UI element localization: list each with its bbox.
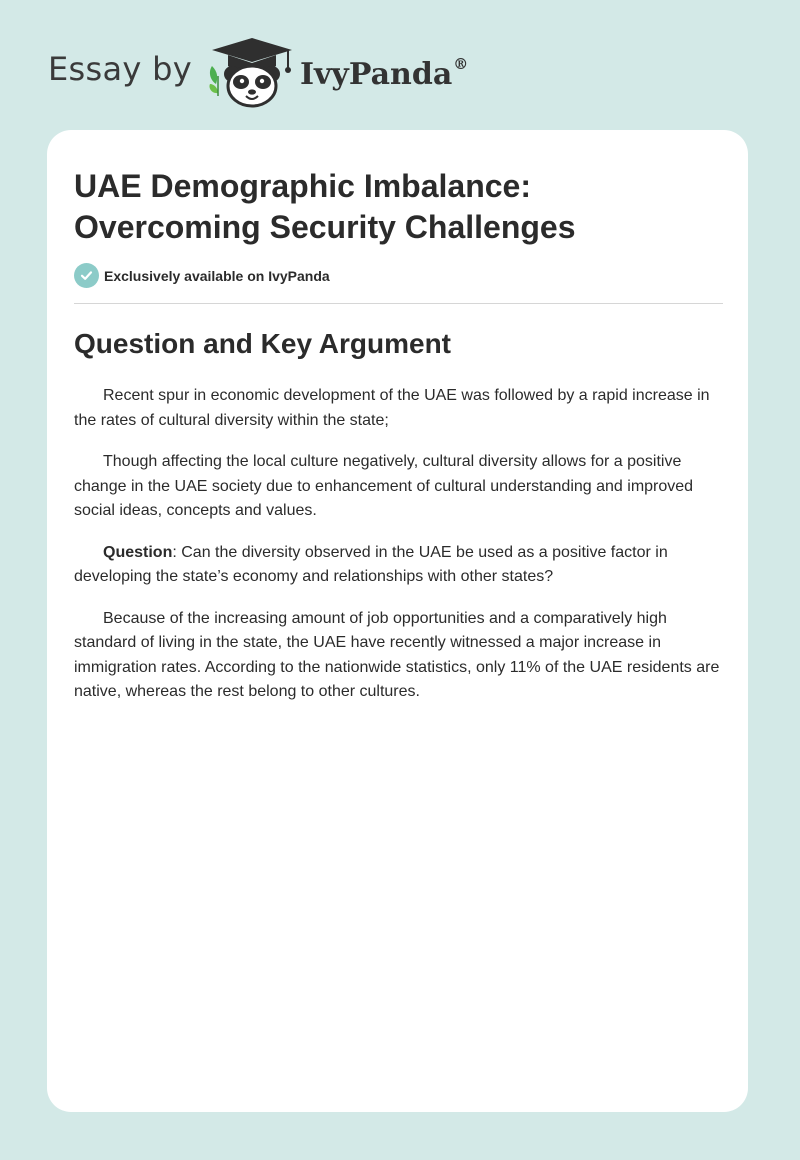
registered-mark: ® xyxy=(453,54,469,73)
brand-name xyxy=(299,54,469,92)
essay-body xyxy=(74,384,726,722)
exclusive-label: Exclusively available on IvyPanda xyxy=(104,267,330,284)
section-title: Question and Key Argument xyxy=(74,328,452,359)
question-paragraph xyxy=(74,541,726,590)
essay-by-label: Essay by xyxy=(48,50,192,88)
essay-card xyxy=(47,130,748,1112)
site-header-logo[interactable] xyxy=(48,36,468,108)
brand-name-text: IvyPanda xyxy=(299,56,453,92)
ivy-leaf-icon xyxy=(209,66,218,96)
question-label: Question xyxy=(103,543,173,561)
divider xyxy=(74,303,723,304)
paragraph: Because of the increasing amount of job opportunities and a comparatively high standard of living in the state, the UAE have recently witnessed a major increase in immigration rates. According to the nationwide statistics, only 11% of the UAE residents are native, whereas the rest belong to other cultures. xyxy=(74,609,720,700)
panda-logo-icon xyxy=(206,36,298,108)
exclusive-badge xyxy=(74,263,330,288)
paragraph: Recent spur in economic development of the UAE was followed by a rapid increase in the rates of cultural diversity within the state; xyxy=(74,387,710,429)
paragraph: Though affecting the local culture negatively, cultural diversity allows for a positive change in the UAE society due to enhancement of cultural understanding and improved social ideas, concepts and values. xyxy=(74,453,694,519)
check-icon xyxy=(74,263,99,288)
question-text: : Can the diversity observed in the UAE be used as a positive factor in developing the state’s economy and relationships with other states? xyxy=(74,543,668,585)
essay-title: UAE Demographic Imbalance: Overcoming Security Challenges xyxy=(74,168,576,245)
